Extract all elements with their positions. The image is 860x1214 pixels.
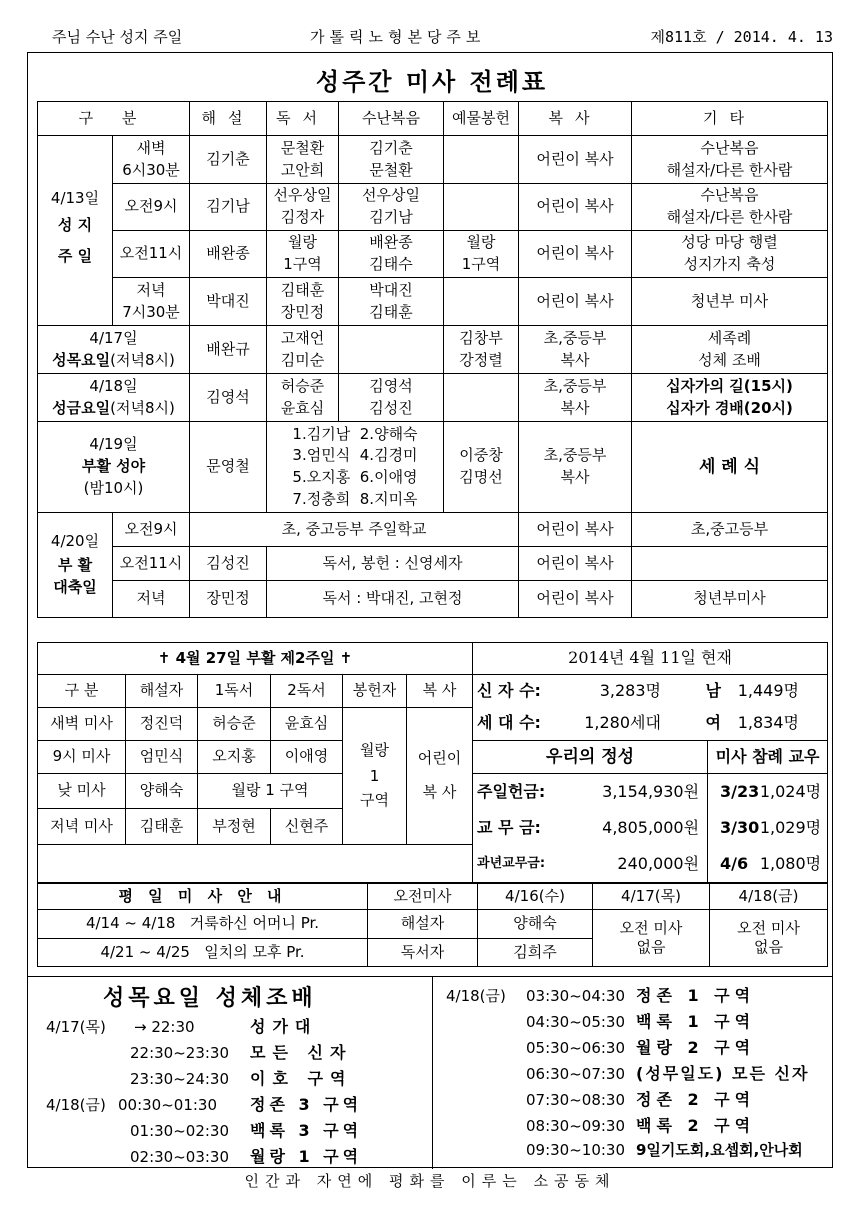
- col-header-reader2: 2독서: [271, 675, 343, 708]
- mass-time: 오전9시: [113, 513, 190, 547]
- mass-time: 오전11시: [113, 231, 190, 278]
- table-row: [38, 581, 828, 618]
- reader: 고재언 김미순: [267, 326, 339, 374]
- second-sunday-and-stats-table: [37, 642, 828, 883]
- table-row: [38, 643, 828, 675]
- col-header-offering: 봉헌자: [343, 675, 407, 708]
- table-row: [38, 231, 828, 278]
- reader: 허승준 윤효심: [267, 374, 339, 422]
- list-item: 07:30~08:30 정존 2 구역: [526, 1090, 756, 1109]
- table-row: [38, 884, 828, 910]
- commentator: 배완종: [190, 231, 267, 278]
- other: 성당 마당 행렬 성지가지 축성: [632, 231, 828, 278]
- col-header-other: 기타: [632, 102, 828, 136]
- mass-time: 저녁 7시30분: [113, 278, 190, 326]
- schedule-header-row: [38, 102, 828, 136]
- easter-vigil-row: [38, 422, 828, 513]
- passion-reader: 박대진 김태훈: [339, 278, 444, 326]
- palm-sunday-name1: 성 지: [57, 215, 93, 234]
- table-row: [38, 675, 828, 708]
- list-item: 4/18(금) 00:30~01:30 정존 3 구역: [46, 1095, 363, 1114]
- offering-title: 우리의 정성: [473, 741, 708, 774]
- good-friday-cell: 4/18일 성금요일(저녁8시): [38, 374, 190, 422]
- week-prayer-group: 4/21 ~ 4/25 일치의 모후 Pr.: [38, 939, 368, 967]
- passion-reader: 김기춘 문철환: [339, 136, 444, 184]
- offering: [444, 136, 519, 184]
- col-header-wed: 4/16(수): [478, 884, 593, 910]
- col-header-commentator: 해설: [190, 102, 267, 136]
- list-item: 01:30~02:30 백록 3 구역: [130, 1121, 363, 1140]
- list-item: 4/6 1,080명: [720, 853, 822, 873]
- weekday-title: 평 일 미 사 안 내: [38, 884, 368, 910]
- commentator: 배완규: [190, 326, 267, 374]
- good-friday-row: [38, 374, 828, 422]
- list-item: 3/23 1,024명: [720, 781, 822, 801]
- header-liturgical-day: 주님 수난 성지 주일: [52, 28, 183, 46]
- reader: 문철환 고안희: [267, 136, 339, 184]
- mass-label: 낮 미사: [38, 774, 126, 809]
- list-item: 05:30~06:30 월랑 2 구역: [526, 1038, 756, 1057]
- no-mass-thu: 오전 미사 없음: [593, 910, 710, 967]
- role: 독서자: [368, 939, 478, 967]
- commentator: 김성진: [190, 547, 267, 581]
- col-header-reader: 독서: [267, 102, 339, 136]
- second-sunday-title: ✝ 4월 27일 부활 제2주일 ✝: [38, 643, 473, 675]
- col-header-passion: 수난복음: [339, 102, 444, 136]
- mass-label: 새벽 미사: [38, 708, 126, 741]
- merged-assignment: 초, 중고등부 주일학교: [190, 513, 519, 547]
- list-item: 02:30~03:30 월랑 1 구역: [130, 1147, 363, 1166]
- reader: 월랑 1구역: [267, 231, 339, 278]
- passion-reader: [339, 326, 444, 374]
- col-header-offering: 예물봉헌: [444, 102, 519, 136]
- server: 어린이 복사: [519, 547, 632, 581]
- table-row: [38, 547, 828, 581]
- commentator: 김기남: [190, 184, 267, 231]
- easter-sunday-cell: 4/20일 부 활 대축일: [38, 513, 113, 618]
- mass-time: 오전9시: [113, 184, 190, 231]
- commentator: 엄민식: [126, 741, 198, 774]
- col-header-thu: 4/17(목): [593, 884, 710, 910]
- passion-reader: 선우상일 김기남: [339, 184, 444, 231]
- list-item: 4/17(목) → 22:30 성가대: [46, 1017, 318, 1036]
- holy-thursday-cell: 4/17일 성목요일(저녁8시): [38, 326, 190, 374]
- easter-vigil-cell: 4/19일 부활 성야 (밤10시): [38, 422, 190, 513]
- reader1: 오지홍: [198, 741, 271, 774]
- table-row: [38, 136, 828, 184]
- commentator: 김태훈: [126, 809, 198, 844]
- commentator: 정진덕: [126, 708, 198, 741]
- server: 어린이 복사: [519, 136, 632, 184]
- mass-time: 새벽 6시30분: [113, 136, 190, 184]
- server-group: 어린이 복 사: [407, 708, 473, 845]
- weekday-mass-table: [37, 883, 828, 967]
- mass-label: 저녁 미사: [38, 809, 126, 844]
- table-row: [38, 708, 828, 741]
- palm-sunday-name2: 주 일: [57, 247, 93, 266]
- table-row: [38, 910, 828, 939]
- other: [632, 547, 828, 581]
- list-item: 22:30~23:30 모든 신자: [130, 1043, 353, 1062]
- holy-week-schedule-table: [37, 101, 828, 618]
- col-header-reader1: 1독서: [198, 675, 271, 708]
- attendance-title: 미사 참례 교우: [708, 741, 828, 774]
- column-divider: [432, 977, 433, 1169]
- table-row: [38, 278, 828, 326]
- mass-time: 오전11시: [113, 547, 190, 581]
- col-header-server: 복사: [519, 102, 632, 136]
- header-issue-date: 제811호 / 2014. 4. 13: [650, 28, 833, 46]
- mass-time: 저녁: [113, 581, 190, 618]
- list-item: 과년교무금: 240,000원: [477, 853, 700, 873]
- table-row: [38, 513, 828, 547]
- adoration-section: [28, 976, 833, 1168]
- empty-cell: [38, 844, 473, 883]
- reader: 김태훈 장민정: [267, 278, 339, 326]
- schedule-title: 성주간 미사 전례표: [315, 68, 549, 96]
- reader2: 윤효심: [271, 708, 343, 741]
- col-header-category: 구 분: [38, 102, 190, 136]
- col-header-server: 복 사: [407, 675, 473, 708]
- stats-as-of: 2014년 4월 11일 현재: [473, 643, 828, 675]
- list-item: 08:30~09:30 백록 2 구역: [526, 1116, 756, 1135]
- server: 어린이 복사: [519, 581, 632, 618]
- other: 수난복음 해설자/다른 한사람: [632, 184, 828, 231]
- offering-amounts: [473, 774, 708, 883]
- commentator: 김영석: [190, 374, 267, 422]
- col-header-commentator: 해설자: [126, 675, 198, 708]
- offering: [444, 374, 519, 422]
- other: 십자가의 길(15시) 십자가 경배(20시): [632, 374, 828, 422]
- attendance-list: [708, 774, 828, 883]
- other: 수난복음 해설자/다른 한사람: [632, 136, 828, 184]
- households-count: 세 대 수: 1,280세대 여 1,834명: [473, 708, 828, 741]
- role: 해설자: [368, 910, 478, 939]
- server: 초,중등부 복사: [519, 326, 632, 374]
- palm-sunday-date: 4/13일: [50, 189, 100, 208]
- offering: 월랑 1구역: [444, 231, 519, 278]
- other: 초,중고등부: [632, 513, 828, 547]
- no-mass-fri: 오전 미사 없음: [710, 910, 828, 967]
- list-item: 09:30~10:30 9일기도회,요셉회,안나회: [526, 1141, 803, 1159]
- passion-reader: 김영석 김성진: [339, 374, 444, 422]
- adoration-title: 성목요일 성체조배: [103, 986, 317, 1011]
- person: 양해숙: [478, 910, 593, 939]
- offering: [444, 278, 519, 326]
- commentator: 양해숙: [126, 774, 198, 809]
- reader1: 부정현: [198, 809, 271, 844]
- offering: 이중창 김명선: [444, 422, 519, 513]
- list-item: 교 무 금: 4,805,000원: [477, 817, 700, 837]
- server: 어린이 복사: [519, 184, 632, 231]
- bulletin-header: [28, 26, 833, 48]
- merged-assignment: 독서, 봉헌 : 신영세자: [267, 547, 519, 581]
- col-header-category: 구 분: [38, 675, 126, 708]
- col-header-morning: 오전미사: [368, 884, 478, 910]
- header-bulletin-name: 가톨릭노형본당주보: [310, 28, 486, 46]
- palm-sunday-cell: [38, 136, 113, 326]
- mass-label: 9시 미사: [38, 741, 126, 774]
- list-item: 23:30~24:30 이호 구역: [130, 1069, 353, 1088]
- offering-group: 월랑 1 구역: [343, 708, 407, 845]
- passion-reader: 배완종 김태수: [339, 231, 444, 278]
- reader2: 이애영: [271, 741, 343, 774]
- holy-thursday-row: [38, 326, 828, 374]
- reader: 선우상일 김정자: [267, 184, 339, 231]
- table-row: [38, 184, 828, 231]
- list-item: 06:30~07:30 (성무일도) 모든 신자: [526, 1064, 810, 1083]
- server: 어린이 복사: [519, 278, 632, 326]
- person: 김희주: [478, 939, 593, 967]
- baptism-rite: 세 례 식: [632, 422, 828, 513]
- list-item: 3/30 1,029명: [720, 817, 822, 837]
- commentator: 장민정: [190, 581, 267, 618]
- list-item: 04:30~05:30 백록 1 구역: [526, 1012, 756, 1031]
- offering: 김창부 강정렬: [444, 326, 519, 374]
- merged-reader: 월랑 1 구역: [198, 774, 343, 809]
- vigil-readers: 1.김기남 2.양해숙 3.엄민식 4.김경미 5.오지홍 6.이애영 7.정충희 8.지미옥: [267, 422, 444, 513]
- commentator: 김기춘: [190, 136, 267, 184]
- reader2: 신현주: [271, 809, 343, 844]
- server: 초,중등부 복사: [519, 422, 632, 513]
- reader1: 허승준: [198, 708, 271, 741]
- other: 청년부미사: [632, 581, 828, 618]
- col-header-fri: 4/18(금): [710, 884, 828, 910]
- offering: [444, 184, 519, 231]
- list-item: 주일헌금: 3,154,930원: [477, 781, 700, 801]
- other: 청년부 미사: [632, 278, 828, 326]
- list-item: 4/18(금) 03:30~04:30 정존 1 구역: [446, 986, 756, 1005]
- believers-count: 신 자 수: 3,283명 남 1,449명: [473, 675, 828, 708]
- commentator: 문영철: [190, 422, 267, 513]
- other: 세족례 성체 조배: [632, 326, 828, 374]
- merged-assignment: 독서 : 박대진, 고현정: [267, 581, 519, 618]
- server: 어린이 복사: [519, 513, 632, 547]
- commentator: 박대진: [190, 278, 267, 326]
- server: 초,중등부 복사: [519, 374, 632, 422]
- server: 어린이 복사: [519, 231, 632, 278]
- bulletin-footer-motto: 인간과 자연에 평화를 이루는 소공동체: [244, 1172, 616, 1190]
- week-prayer-group: 4/14 ~ 4/18 거룩하신 어머니 Pr.: [38, 910, 368, 939]
